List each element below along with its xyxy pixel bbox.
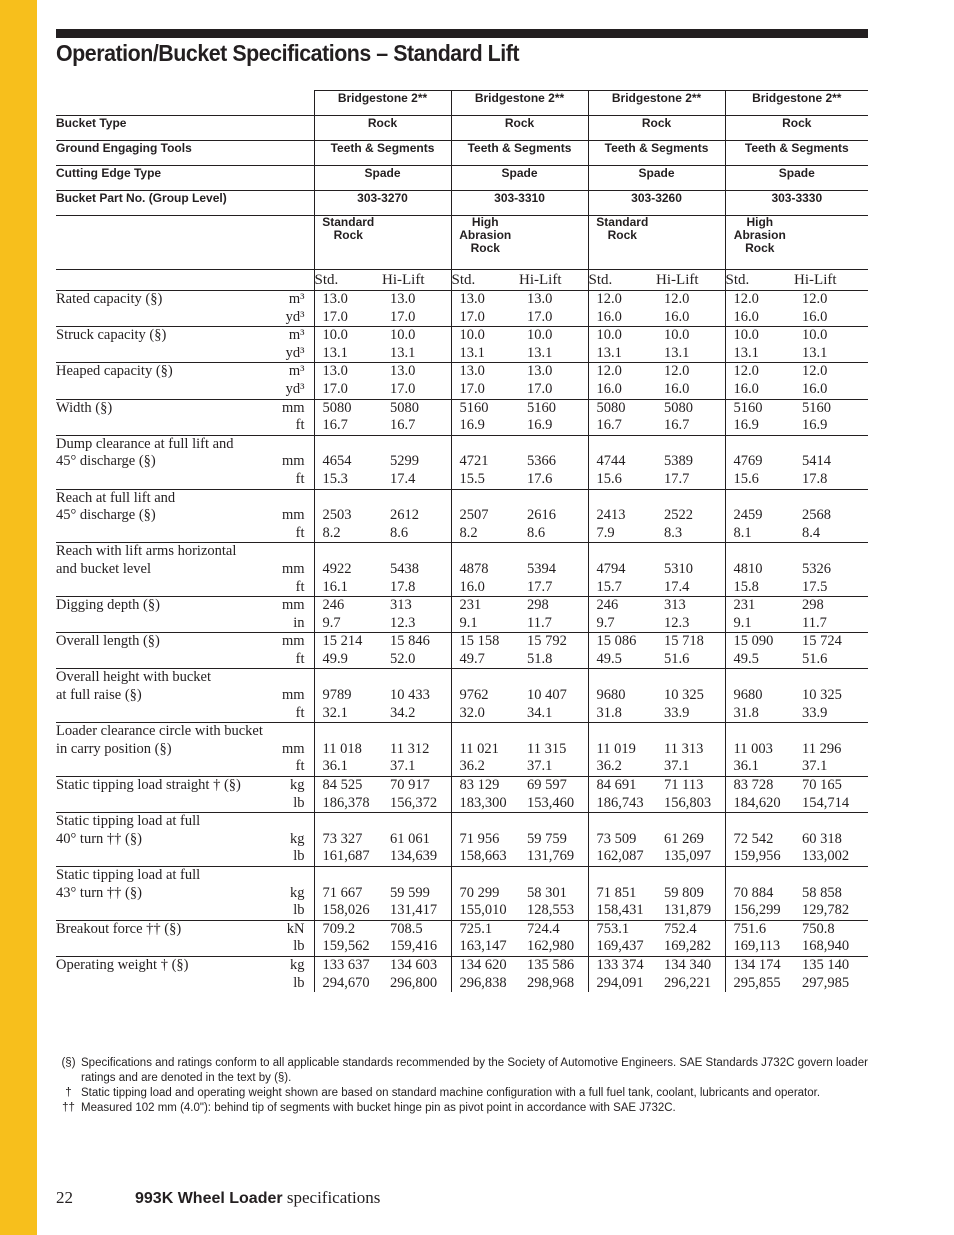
spec-value: 246 9.7 bbox=[314, 597, 382, 633]
spec-name: Struck capacity (§) bbox=[56, 327, 269, 363]
table-row bbox=[56, 956, 868, 992]
spec-units: mm in bbox=[269, 597, 314, 633]
spec-value: 4769 15.6 bbox=[725, 435, 794, 489]
spec-value: 11 019 36.2 bbox=[588, 723, 656, 777]
header-value: Rock bbox=[725, 116, 868, 141]
spec-value: 58 301 128,553 bbox=[519, 867, 588, 921]
column-label: Hi-Lift bbox=[794, 270, 868, 291]
spec-value: 298 11.7 bbox=[794, 597, 868, 633]
table-row bbox=[56, 435, 868, 489]
footnote bbox=[56, 1086, 868, 1101]
spec-value: 9680 31.8 bbox=[588, 669, 656, 723]
spec-value: 5389 17.7 bbox=[656, 435, 725, 489]
spec-value: 71 851 158,431 bbox=[588, 867, 656, 921]
spec-value: 15 718 51.6 bbox=[656, 633, 725, 669]
footnote-symbol: † bbox=[65, 1087, 72, 1099]
spec-value: 750.8 168,940 bbox=[794, 920, 868, 956]
header-value: 303-3330 bbox=[725, 191, 868, 216]
spec-value: 70 884 156,299 bbox=[725, 867, 794, 921]
spec-value: 11 021 36.2 bbox=[451, 723, 519, 777]
header-value: Bridgestone 2** bbox=[588, 91, 725, 116]
table-row bbox=[56, 813, 868, 867]
page-title: Operation/Bucket Specifications – Standard Lift bbox=[56, 40, 520, 66]
spec-value: 2568 8.4 bbox=[794, 489, 868, 543]
table-row bbox=[56, 867, 868, 921]
column-label: Std. bbox=[451, 270, 519, 291]
header-value: Spade bbox=[588, 166, 725, 191]
table-row bbox=[56, 363, 868, 399]
footnote-symbol: †† bbox=[62, 1102, 75, 1114]
bucket-description-row bbox=[56, 216, 868, 270]
spec-value: 298 11.7 bbox=[519, 597, 588, 633]
bucket-description: High Abrasion Rock bbox=[725, 216, 794, 270]
spec-value: 133 374 294,091 bbox=[588, 956, 656, 992]
spec-value: 15 724 51.6 bbox=[794, 633, 868, 669]
spec-value: 5160 16.9 bbox=[519, 399, 588, 435]
spec-value: 5326 17.5 bbox=[794, 543, 868, 597]
spec-name: Static tipping load straight † (§) bbox=[56, 777, 269, 813]
header-label bbox=[56, 91, 314, 116]
spec-value: 4922 16.1 bbox=[314, 543, 382, 597]
empty-cell bbox=[794, 216, 868, 270]
spec-value: 13.0 17.0 bbox=[519, 291, 588, 327]
spec-name: Dump clearance at full lift and 45° discharge (§) bbox=[56, 435, 269, 489]
spec-value: 13.0 17.0 bbox=[382, 363, 451, 399]
spec-units: kN lb bbox=[269, 920, 314, 956]
spec-value: 5160 16.9 bbox=[794, 399, 868, 435]
spec-value: 10.0 13.1 bbox=[519, 327, 588, 363]
spec-value: 11 312 37.1 bbox=[382, 723, 451, 777]
spec-value: 709.2 159,562 bbox=[314, 920, 382, 956]
spec-units: m³ yd³ bbox=[269, 363, 314, 399]
spec-value: 5366 17.6 bbox=[519, 435, 588, 489]
empty-cell bbox=[519, 216, 588, 270]
spec-units: mm ft bbox=[269, 435, 314, 489]
bucket-description: Standard Rock bbox=[314, 216, 382, 270]
spec-value: 73 509 162,087 bbox=[588, 813, 656, 867]
header-value: 303-3270 bbox=[314, 191, 451, 216]
spec-value: 135 140 297,985 bbox=[802, 956, 850, 991]
spec-value: 12.0 16.0 bbox=[794, 291, 868, 327]
spec-value: 751.6 169,113 bbox=[725, 920, 794, 956]
header-value: Bridgestone 2** bbox=[314, 91, 451, 116]
spec-value: 59 809 131,879 bbox=[656, 867, 725, 921]
header-row bbox=[56, 191, 868, 216]
spec-value: 2459 8.1 bbox=[725, 489, 794, 543]
spec-units: mm ft bbox=[269, 489, 314, 543]
header-label: Ground Engaging Tools bbox=[56, 141, 314, 166]
header-value: Bridgestone 2** bbox=[451, 91, 588, 116]
table-row bbox=[56, 597, 868, 633]
spec-value: 4721 15.5 bbox=[451, 435, 519, 489]
spec-value: 5299 17.4 bbox=[382, 435, 451, 489]
spec-value: 5160 16.9 bbox=[725, 399, 794, 435]
footnote-symbol: (§) bbox=[61, 1057, 76, 1069]
table-row bbox=[56, 327, 868, 363]
spec-value: 15 846 52.0 bbox=[382, 633, 451, 669]
yellow-side-bar bbox=[0, 0, 37, 1235]
spec-name: Width (§) bbox=[56, 399, 269, 435]
spec-value: 5160 16.9 bbox=[451, 399, 519, 435]
spec-units: m³ yd³ bbox=[269, 327, 314, 363]
spec-units: mm ft bbox=[269, 633, 314, 669]
spec-value: 4744 15.6 bbox=[588, 435, 656, 489]
spec-value: 70 917 156,372 bbox=[382, 777, 451, 813]
header-label: Bucket Part No. (Group Level) bbox=[56, 191, 314, 216]
spec-value: 83 129 183,300 bbox=[451, 777, 519, 813]
spec-value: 135 586 298,968 bbox=[527, 956, 575, 991]
spec-value: 12.0 16.0 bbox=[794, 363, 868, 399]
spec-value: 313 12.3 bbox=[656, 597, 725, 633]
spec-value: 84 691 186,743 bbox=[588, 777, 656, 813]
spec-value: 10 325 33.9 bbox=[656, 669, 725, 723]
spec-value: 11 018 36.1 bbox=[314, 723, 382, 777]
spec-units: mm ft bbox=[269, 399, 314, 435]
header-row bbox=[56, 91, 868, 116]
bucket-description: High Abrasion Rock bbox=[451, 216, 519, 270]
spec-value: 725.1 163,147 bbox=[451, 920, 519, 956]
spec-value: 84 525 186,378 bbox=[314, 777, 382, 813]
header-value: Teeth & Segments bbox=[451, 141, 588, 166]
spec-value: 5438 17.8 bbox=[382, 543, 451, 597]
header-value: Spade bbox=[314, 166, 451, 191]
spec-name: Static tipping load at full 43° turn †† (§) bbox=[56, 867, 269, 921]
spec-value: 5080 16.7 bbox=[588, 399, 656, 435]
spec-value: 83 728 184,620 bbox=[725, 777, 794, 813]
spec-value: 71 956 158,663 bbox=[451, 813, 519, 867]
spec-name: Breakout force †† (§) bbox=[56, 920, 269, 956]
spec-value: 69 597 153,460 bbox=[519, 777, 588, 813]
bucket-description: Standard Rock bbox=[588, 216, 656, 270]
spec-value: 4654 15.3 bbox=[314, 435, 382, 489]
spec-value: 724.4 162,980 bbox=[519, 920, 588, 956]
header-row bbox=[56, 141, 868, 166]
spec-units: mm ft bbox=[269, 723, 314, 777]
footnote bbox=[56, 1056, 868, 1086]
header-value: 303-3310 bbox=[451, 191, 588, 216]
table-header bbox=[56, 91, 868, 291]
spec-value: 134 603 296,800 bbox=[390, 956, 438, 991]
spec-value: 12.0 16.0 bbox=[588, 363, 656, 399]
spec-value: 70 165 154,714 bbox=[794, 777, 868, 813]
header-value: Teeth & Segments bbox=[588, 141, 725, 166]
spec-value: 10.0 13.1 bbox=[725, 327, 794, 363]
spec-value: 13.0 17.0 bbox=[314, 363, 382, 399]
spec-value: 13.0 17.0 bbox=[314, 291, 382, 327]
spec-value: 2507 8.2 bbox=[451, 489, 519, 543]
empty-cell bbox=[56, 216, 314, 270]
empty-cell bbox=[656, 216, 725, 270]
spec-name: Heaped capacity (§) bbox=[56, 363, 269, 399]
spec-value: 753.1 169,437 bbox=[588, 920, 656, 956]
spec-value: 58 858 129,782 bbox=[794, 867, 868, 921]
footnote-text: Static tipping load and operating weight shown are based on standard machine configuration with a full fuel tank, coolant, lubricants and operator. bbox=[81, 1087, 821, 1099]
header-value: 303-3260 bbox=[588, 191, 725, 216]
spec-value: 59 599 131,417 bbox=[382, 867, 451, 921]
spec-value: 752.4 169,282 bbox=[656, 920, 725, 956]
header-value: Teeth & Segments bbox=[314, 141, 451, 166]
column-label: Hi-Lift bbox=[519, 270, 588, 291]
spec-value: 11 296 37.1 bbox=[794, 723, 868, 777]
spec-value: 5080 16.7 bbox=[656, 399, 725, 435]
spec-value: 10 325 33.9 bbox=[794, 669, 868, 723]
header-value: Teeth & Segments bbox=[725, 141, 868, 166]
column-label: Hi-Lift bbox=[656, 270, 725, 291]
spec-value: 61 269 135,097 bbox=[656, 813, 725, 867]
header-row bbox=[56, 116, 868, 141]
spec-value: 10.0 13.1 bbox=[451, 327, 519, 363]
header-value: Rock bbox=[314, 116, 451, 141]
spec-units: kg lb bbox=[269, 777, 314, 813]
spec-value: 15 086 49.5 bbox=[588, 633, 656, 669]
spec-value: 10.0 13.1 bbox=[314, 327, 382, 363]
footnote-text: Measured 102 mm (4.0"): behind tip of segments with bucket hinge pin as pivot point in accordance with SAE J732C. bbox=[81, 1102, 676, 1114]
spec-name: Rated capacity (§) bbox=[56, 291, 269, 327]
spec-value: 9762 32.0 bbox=[451, 669, 519, 723]
column-label: Std. bbox=[725, 270, 794, 291]
header-label: Cutting Edge Type bbox=[56, 166, 314, 191]
spec-name: Overall height with bucket at full raise (§) bbox=[56, 669, 269, 723]
spec-name: Overall length (§) bbox=[56, 633, 269, 669]
column-label: Std. bbox=[588, 270, 656, 291]
spec-value: 72 542 159,956 bbox=[725, 813, 794, 867]
empty-cell bbox=[56, 270, 314, 291]
table-row bbox=[56, 543, 868, 597]
spec-value: 2612 8.6 bbox=[382, 489, 451, 543]
spec-value: 15 214 49.9 bbox=[314, 633, 382, 669]
spec-value: 71 113 156,803 bbox=[656, 777, 725, 813]
spec-value: 13.0 17.0 bbox=[451, 363, 519, 399]
header-row bbox=[56, 166, 868, 191]
spec-value: 10.0 13.1 bbox=[794, 327, 868, 363]
table-row bbox=[56, 920, 868, 956]
column-label: Hi-Lift bbox=[382, 270, 451, 291]
spec-value: 10 433 34.2 bbox=[382, 669, 451, 723]
spec-value: 134 620 296,838 bbox=[451, 956, 519, 992]
spec-value: 15 158 49.7 bbox=[451, 633, 519, 669]
spec-value: 313 12.3 bbox=[382, 597, 451, 633]
spec-value: 12.0 16.0 bbox=[588, 291, 656, 327]
empty-cell bbox=[382, 216, 451, 270]
spec-value: 5080 16.7 bbox=[382, 399, 451, 435]
spec-value: 231 9.1 bbox=[451, 597, 519, 633]
spec-name: Operating weight † (§) bbox=[56, 956, 189, 973]
spec-value: 60 318 133,002 bbox=[794, 813, 868, 867]
page-footer bbox=[56, 1188, 380, 1208]
header-value: Rock bbox=[588, 116, 725, 141]
spec-value: 13.0 17.0 bbox=[519, 363, 588, 399]
spec-value: 2616 8.6 bbox=[519, 489, 588, 543]
table-row bbox=[56, 489, 868, 543]
spec-value: 10.0 13.1 bbox=[382, 327, 451, 363]
spec-value: 5310 17.4 bbox=[656, 543, 725, 597]
spec-value: 9789 32.1 bbox=[314, 669, 382, 723]
spec-value: 133 637 294,670 bbox=[314, 956, 382, 992]
footer-model: 993K Wheel Loader bbox=[135, 1190, 283, 1207]
spec-value: 708.5 159,416 bbox=[382, 920, 451, 956]
table-row bbox=[56, 723, 868, 777]
spec-units: kg lb bbox=[269, 867, 314, 921]
footnotes bbox=[56, 1056, 868, 1116]
spec-units: kg lb bbox=[290, 956, 305, 991]
spec-name: Reach with lift arms horizontal and bucket level bbox=[56, 543, 269, 597]
spec-value: 10 407 34.1 bbox=[519, 669, 588, 723]
table-row bbox=[56, 669, 868, 723]
spec-value: 70 299 155,010 bbox=[451, 867, 519, 921]
spec-value: 12.0 16.0 bbox=[725, 291, 794, 327]
table-row bbox=[56, 399, 868, 435]
spec-units: mm ft bbox=[269, 669, 314, 723]
spec-name: Static tipping load at full 40° turn †† (§) bbox=[56, 813, 269, 867]
spec-value: 11 315 37.1 bbox=[519, 723, 588, 777]
footnote-text: Specifications and ratings conform to all applicable standards recommended by the Society of Automotive Engineers. SAE Standards J732C govern loader ratings and are denoted in the text by (§). bbox=[81, 1057, 868, 1084]
spec-units: kg lb bbox=[269, 813, 314, 867]
spec-value: 4810 15.8 bbox=[725, 543, 794, 597]
spec-value: 73 327 161,687 bbox=[314, 813, 382, 867]
spec-value: 71 667 158,026 bbox=[314, 867, 382, 921]
spec-value: 10.0 13.1 bbox=[656, 327, 725, 363]
footnote bbox=[56, 1101, 868, 1116]
spec-value: 4794 15.7 bbox=[588, 543, 656, 597]
spec-name: Reach at full lift and 45° discharge (§) bbox=[56, 489, 269, 543]
header-label: Bucket Type bbox=[56, 116, 314, 141]
column-label-row bbox=[56, 270, 868, 291]
table-row bbox=[56, 633, 868, 669]
spec-value: 231 9.1 bbox=[725, 597, 794, 633]
spec-value: 13.0 17.0 bbox=[382, 291, 451, 327]
spec-value: 134 174 295,855 bbox=[725, 956, 794, 992]
spec-value: 5414 17.8 bbox=[794, 435, 868, 489]
spec-units: mm ft bbox=[269, 543, 314, 597]
spec-value: 13.0 17.0 bbox=[451, 291, 519, 327]
spec-value: 4878 16.0 bbox=[451, 543, 519, 597]
spec-value: 2413 7.9 bbox=[588, 489, 656, 543]
spec-value: 11 313 37.1 bbox=[656, 723, 725, 777]
spec-value: 12.0 16.0 bbox=[656, 291, 725, 327]
spec-value: 61 061 134,639 bbox=[382, 813, 451, 867]
table-row bbox=[56, 777, 868, 813]
header-value: Rock bbox=[451, 116, 588, 141]
title-rule bbox=[56, 29, 868, 38]
footer-suffix: specifications bbox=[282, 1188, 381, 1207]
spec-value: 134 340 296,221 bbox=[664, 956, 712, 991]
spec-value: 2503 8.2 bbox=[314, 489, 382, 543]
spec-name: Loader clearance circle with bucket in carry position (§) bbox=[56, 723, 269, 777]
spec-units: m³ yd³ bbox=[269, 291, 314, 327]
page-number: 22 bbox=[56, 1188, 73, 1207]
header-value: Bridgestone 2** bbox=[725, 91, 868, 116]
spec-value: 9680 31.8 bbox=[725, 669, 794, 723]
specifications-table bbox=[56, 90, 868, 992]
spec-value: 10.0 13.1 bbox=[588, 327, 656, 363]
spec-name: Digging depth (§) bbox=[56, 597, 269, 633]
spec-value: 12.0 16.0 bbox=[725, 363, 794, 399]
header-value: Spade bbox=[725, 166, 868, 191]
table-body bbox=[56, 291, 868, 993]
spec-value: 15 090 49.5 bbox=[725, 633, 794, 669]
spec-value: 2522 8.3 bbox=[656, 489, 725, 543]
spec-value: 5080 16.7 bbox=[314, 399, 382, 435]
spec-value: 5394 17.7 bbox=[519, 543, 588, 597]
table-row bbox=[56, 291, 868, 327]
header-value: Spade bbox=[451, 166, 588, 191]
column-label: Std. bbox=[314, 270, 382, 291]
spec-value: 11 003 36.1 bbox=[725, 723, 794, 777]
spec-value: 59 759 131,769 bbox=[519, 813, 588, 867]
spec-value: 15 792 51.8 bbox=[519, 633, 588, 669]
spec-value: 12.0 16.0 bbox=[656, 363, 725, 399]
spec-value: 246 9.7 bbox=[588, 597, 656, 633]
